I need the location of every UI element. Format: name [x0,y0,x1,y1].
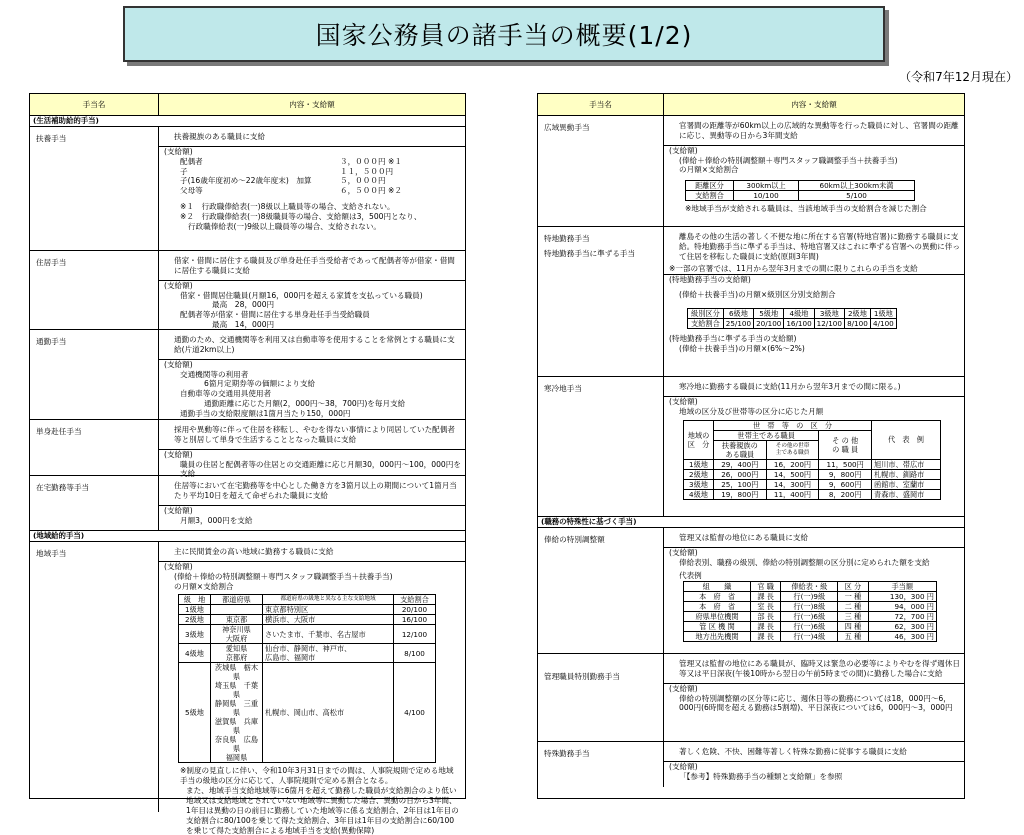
row-kouiki [538,116,964,227]
chiiki-rate-table: 級 地 都道府県 都道府県の級地と異なる主な支給地域 支給割合 1級地 東京都特別区 20/100 2級地 東京都 横浜市、大阪市 16/100 3級地 神奈川県 大阪府 さいたま市、千葉市、名古屋市 12/100 4級地 愛知県 京都府 仙台市、静岡市、神戸市、 広島市、福岡市 8/100 5級地 茨城県 栃木県 埼玉県 千葉県 静岡県 三重県 滋賀県 兵庫県 奈良県 広島県 福岡県 札幌市、岡山市、高松市 4/100 [178,594,436,763]
category-regional: (地域給的手当) [30,531,465,542]
left-table-header [30,94,465,116]
name-tanshin: 単身赴任手当 [30,420,159,475]
content-jukyo: 借家・借間に居住する職員及び単身赴任手当受給者であって配偶者等が借家・借間に居住する職員に支給 (支給額) 借家・借間居住職員(月額16，000円を超える家賃を支払っている職員) 最高 28，000円 配偶者等が借家・借間に居住する単身赴任手当受給職員 最高 14，000円 [159,251,465,329]
table-row: 1級地 東京都特別区 20/100 [179,605,436,615]
header-name-right: 手当名 [538,94,664,115]
name-chiiki: 地域手当 [30,542,159,812]
row-kanrei [538,377,964,517]
fuyou-amount-item: 父母等 ６，５００円 ※２ [180,186,402,196]
row-tsukin [30,330,465,420]
table-row: 1級地 29，400円 16，200円 11，500円 旭川市、帯広市 [684,459,941,469]
name-houkyu: 俸給の特別調整額 [538,528,664,653]
category-living: (生活補助給的手当) [30,116,465,127]
name-kanrei: 寒冷地手当 [538,377,664,516]
table-row: 本 府 省 室 長 行(一)8級 二 種 94，000 円 [684,602,937,612]
kanrei-amount-table: 地域の 区 分 世 帯 等 の 区 分 代 表 例 世帯主である職員 そ の 他 の 職 員 扶養親族の ある職員 その他の世帯 主である職員 1級地 29，400円 16，200円 11，500円 旭川市、帯広市 2級地 26，000円 14，500円 9，800円 札幌市、釧路市 3級地 25，100円 14，300円 9，600円 函館市、室蘭市 4級地 19，800円 11，400円 8，200円 青森市、盛岡市 [683,420,941,500]
row-jukyo [30,251,465,330]
header-name: 手当名 [30,94,159,115]
table-row: 2級地 26，000円 14，500円 9，800円 札幌市、釧路市 [684,469,941,479]
row-kanri [538,654,964,742]
fuyou-amount-item: 配偶者 ３，０００円 ※１ [180,156,402,166]
name-kouiki: 広域異動手当 [538,116,664,226]
category-special: (職務の特殊性に基づく手当) [538,517,964,528]
header-content-right: 内容・支給額 [791,99,837,109]
content-zaitaku: 住居等において在宅勤務等を中心とした働き方を3箇月以上の期間について1箇月当たり平均10日を超えて命ぜられた職員に支給 (支給額) 月額3，000円を支給 [159,476,465,530]
tokuchi-rate-table: 級別区分 6級地 5級地 4級地 3級地 2級地 1級地 支給割合 25/100 20/100 16/100 12/100 8/100 4/100 [687,308,897,329]
name-kanri: 管理職員特別勤務手当 [538,654,664,741]
header-content: 内容・支給額 [289,99,335,109]
table-row: 5級地 茨城県 栃木県 埼玉県 千葉県 静岡県 三重県 滋賀県 兵庫県 奈良県 広島県 福岡県 札幌市、岡山市、高松市 4/100 [179,663,436,763]
content-kanri: 管理又は監督の地位にある職員が、臨時又は緊急の必要等によりやむを得ず週休日等又は平日深夜(午後10時から翌日の午前5時までの間)に勤務した場合に支給 (支給額) 俸給の特別調整額の区分等に応じ、週休日等の勤務については18，000円～6，000円(6時間を超える勤務は5割増)、平日深夜については6，000円～3，000円 [664,654,964,741]
name-tsukin: 通勤手当 [30,330,159,419]
row-fuyou [30,127,465,251]
as-of-date: （令和7年12月現在） [899,70,1018,84]
table-row: 4級地 愛知県 京都府 仙台市、静岡市、神戸市、 広島市、福岡市 8/100 [179,644,436,663]
content-tsukin: 通勤のため、交通機関等を利用又は自動車等を使用することを常例とする職員に支給(片道2km以上) (支給額) 交通機関等の利用者 6箇月定期券等の価額により支給 自動車等の交通用具使用者 通勤距離に応じた月額(2，000円～38，700円)を毎月支給 通勤手当の支給限度額は1箇月当たり150，000円 [159,330,465,419]
right-table [537,93,965,799]
kouiki-rate-table: 距離区分 300km以上 60km以上300km未満 支給割合 10/100 5/100 [685,180,915,201]
right-table-header [538,94,964,116]
content-kanrei: 寒冷地に勤務する職員に支給(11月から翌年3月までの間に限る。) (支給額) 地域の区分及び世帯等の区分に応じた月額 地域の 区 分 世 帯 等 の 区 分 代 表 例 世帯主である職員 そ の 他 の 職 員 扶養親族の ある職員 その他の世帯 主である職員 1級地 29，400円 16，200円 11，500円 旭川市、帯広市 2級地 26，000円 14，500円 9，800円 札幌市、釧路市 3級地 25，100円 14，300円 9，600円 函館市、室蘭市 4級地 19，800円 11，400円 8，200円 青森市、盛岡市 [664,377,964,516]
name-tokushu: 特殊勤務手当 [538,742,664,787]
page-title: 国家公務員の諸手当の概要(1/2) [315,21,693,50]
row-tanshin [30,420,465,479]
table-row: 3級地 25，100円 14，300円 9，600円 函館市、室蘭市 [684,479,941,489]
table-row: 3級地 神奈川県 大阪府 さいたま市、千葉市、名古屋市 12/100 [179,625,436,644]
title-banner [123,6,885,62]
content-kouiki: 官署間の距離等が60km以上の広域的な異動等を行った職員に対し、官署間の距離に応じ、異動等の日から3年間支給 (支給額) (俸給＋俸給の特別調整額＋専門スタッフ職調整手当＋扶養手当) の月額×支給割合 距離区分 300km以上 60km以上300km未満 支給割合 10/100 5/100 ※地域手当が支給される職員は、当該地域手当の支給割合を減じた割合 [664,116,964,226]
row-zaitaku [30,476,465,531]
row-tokuchi [538,227,964,377]
content-tanshin: 採用や異動等に伴って住居を移転し、やむを得ない事情により同居していた配偶者等と別居して単身で生活することとなった職員に支給 (支給額) 職員の住居と配偶者等の住居との交通距離に応じ月額30，000円～100，000円を支給 [159,420,465,475]
fuyou-amount-list [164,157,461,196]
fuyou-amount-item: 子(16歳年度初め～22歳年度末) 加算 ５，０００円 [180,176,386,186]
table-row: 地方出先機関 課 長 行(一)4級 五 種 46，300 円 [684,632,937,642]
name-tokuchi: 特地勤務手当 特地勤務手当に準ずる手当 [538,227,664,376]
content-chiiki: 主に民間賃金の高い地域に勤務する職員に支給 (支給額) (俸給＋俸給の特別調整額＋専門スタッフ職調整手当＋扶養手当) の月額×支給割合 級 地 都道府県 都道府県の級地と異なる主な支給地域 支給割合 1級地 東京都特別区 20/100 2級地 東京都 横浜市、大阪市 16/100 3級地 神奈川県 大阪府 さいたま市、千葉市、名古屋市 12/100 4級地 愛知県 京都府 仙台市、静岡市、神戸市、 広島市、福岡市 8/100 5級地 茨城県 栃木県 埼玉県 千葉県 静岡県 三重県 滋賀県 兵庫県 奈良県 広島県 福岡県 札幌市、岡山市、高松市 4/100 ※制度の見直しに伴い、令和10年3月31日までの間は、人事院規則で定める地域手当の級地の区分に応じて、人事院規則で定める割合となる。 また、地域手当支給地域等に6箇月を超えて勤務した職員が支給割合のより低い地域又は支給地域とされていない地域等に異動した場合、異動の日から3年間、1年目は異動の日の前日に勤務していた地域等に係る支給割合、2年目は1年目の支給割合に80/100を乗じて得た支給割合、3年目は1年目の支給割合に60/100を乗じて得た支給割合による地域手当を支給(異動保障) [159,542,465,812]
table-row: 2級地 東京都 横浜市、大阪市 16/100 [179,615,436,625]
houkyu-example-table: 組 織 官 職 俸給表・級 区 分 手当額 本 府 省 課 長 行(一)9級 一 種 130，300 円 本 府 省 室 長 行(一)8級 二 種 94，000 円 府県単位機関 部 長 行(一)6級 三 種 72，700 円 管 区 機 関 課 長 行(一)6級 四 種 62，300 円 地方出先機関 課 長 行(一)4級 五 種 46，300 円 [683,581,937,642]
name-zaitaku: 在宅勤務等手当 [30,476,159,530]
table-row: 本 府 省 課 長 行(一)9級 一 種 130，300 円 [684,592,937,602]
row-tokushu [538,742,964,787]
fuyou-amount-item: 子 １１，５００円 [180,166,394,176]
content-tokuchi: 離島その他の生活の著しく不便な地に所在する官署(特地官署)に勤務する職員に支給。特地勤務手当に準ずる手当は、特地官署又はこれに準ずる官署への異動に伴って住居を移転した職員に支給(原則3年間) ※一部の官署では、11月から翌年3月までの間に限りこれらの手当を支給 (特地勤務手当の支給額) (俸給＋扶養手当)の月額×級別区分別支給割合 級別区分 6級地 5級地 4級地 3級地 2級地 1級地 支給割合 25/100 20/100 16/100 12/100 8/100 4/100 (特地勤務手当に準ずる手当の支給額) (俸給＋扶養手当)の月額×(6%～2%) [664,227,964,376]
content-houkyu: 管理又は監督の地位にある職員に支給 (支給額) 俸給表別、職務の級別、俸給の特別調整額の区分別に定められた額を支給 代表例 組 織 官 職 俸給表・級 区 分 手当額 本 府 省 課 長 行(一)9級 一 種 130，300 円 本 府 省 室 長 行(一)8級 二 種 94，000 円 府県単位機関 部 長 行(一)6級 三 種 72，700 円 管 区 機 関 課 長 行(一)6級 四 種 62，300 円 地方出先機関 課 長 行(一)4級 五 種 46，300 円 [664,528,964,653]
row-houkyu [538,528,964,654]
left-table [29,93,466,835]
table-row: 府県単位機関 部 長 行(一)6級 三 種 72，700 円 [684,612,937,622]
table-row: 4級地 19，800円 11，400円 8，200円 青森市、盛岡市 [684,489,941,499]
table-row: 管 区 機 関 課 長 行(一)6級 四 種 62，300 円 [684,622,937,632]
content-fuyou: 扶養親族のある職員に支給 (支給額) 配偶者 ３，０００円 ※１ 子 １１，５００円 子(16歳年度初め～22歳年度末) 加算 ５，０００円 父母等 ６，５００円 ※２ ※１ 行政職俸給表(一)8級以上職員等の場合、支給されない。 ※２ 行政職俸給表(一)8級職員等の場合、支給額は3，500円となり、 行政職俸給表(一)9級以上職員等の場合、支給されない。 [159,127,465,250]
row-chiiki [30,542,465,835]
name-jukyo: 住居手当 [30,251,159,329]
content-tokushu: 著しく危険、不快、困難等著しく特殊な勤務に従事する職員に支給 (支給額) 「【参考】特殊勤務手当の種類と支給額」を参照 [664,742,964,787]
name-fuyou: 扶養手当 [30,127,159,250]
